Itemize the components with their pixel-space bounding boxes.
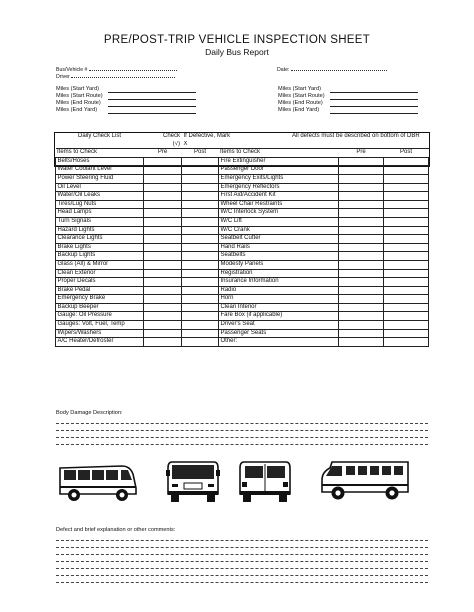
date-label: Date: (277, 67, 290, 73)
defect-comment-line[interactable] (56, 568, 428, 569)
pre-check-cell[interactable] (339, 338, 384, 347)
post-check-cell[interactable] (182, 278, 219, 287)
defect-comment-line[interactable] (56, 561, 428, 562)
miles-row[interactable] (56, 107, 196, 114)
bus-vehicle-input[interactable] (89, 65, 177, 71)
bus-rear-view-icon (236, 458, 294, 504)
check-item-left: Brake Lights (56, 243, 144, 252)
post-check-cell[interactable] (384, 157, 429, 166)
miles-input[interactable] (330, 100, 418, 107)
check-item-left: Brake Pedal (56, 286, 144, 295)
check-item-right: W/C Interlock System (219, 209, 339, 218)
checklist-row (56, 200, 429, 209)
pre-check-cell[interactable] (339, 243, 384, 252)
check-item-left: Turn Signals (56, 217, 144, 226)
pre-check-cell[interactable] (144, 174, 182, 183)
miles-row[interactable] (56, 86, 196, 93)
pre-check-cell[interactable] (339, 209, 384, 218)
post-check-cell[interactable] (384, 235, 429, 244)
post-check-cell[interactable] (384, 312, 429, 321)
pre-check-cell[interactable] (339, 174, 384, 183)
post-check-cell[interactable] (182, 192, 219, 201)
pre-check-cell[interactable] (144, 329, 182, 338)
body-damage-line[interactable] (56, 423, 428, 424)
pre-check-cell[interactable] (144, 260, 182, 269)
check-item-left: Gauges: Volt, Fuel, Temp (56, 321, 144, 330)
checklist-table (55, 133, 429, 347)
pre-check-cell[interactable] (339, 278, 384, 287)
check-item-right: W/C Lift (219, 217, 339, 226)
pre-check-cell[interactable] (339, 200, 384, 209)
body-damage-line[interactable] (56, 437, 428, 438)
post-check-cell[interactable] (384, 200, 429, 209)
pre-check-cell[interactable] (339, 192, 384, 201)
pre-check-cell[interactable] (339, 269, 384, 278)
pre-check-cell[interactable] (339, 329, 384, 338)
checklist-row (56, 174, 429, 183)
pre-check-cell[interactable] (339, 235, 384, 244)
pre-check-cell[interactable] (144, 252, 182, 261)
miles-row[interactable] (278, 93, 418, 100)
body-damage-line[interactable] (56, 444, 428, 445)
miles-label: Miles (Start Route) (278, 93, 325, 99)
checklist-row (56, 329, 429, 338)
miles-label: Miles (Start Route) (56, 93, 103, 99)
checklist-row (56, 243, 429, 252)
checklist-row (56, 217, 429, 226)
check-item-right: Fare Box (if applicable) (219, 312, 339, 321)
miles-input[interactable] (108, 86, 196, 93)
post-check-cell[interactable] (182, 183, 219, 192)
check-item-right: Passenger Door (219, 166, 339, 175)
post-check-cell[interactable] (182, 338, 219, 347)
check-item-right: First Aid/Accident Kit (219, 192, 339, 201)
page-title: PRE/POST-TRIP VEHICLE INSPECTION SHEET (103, 34, 371, 46)
post-check-cell[interactable] (182, 174, 219, 183)
post-check-cell[interactable] (384, 269, 429, 278)
pre-header-left: Pre (144, 149, 182, 158)
miles-label: Miles (End Yard) (278, 107, 320, 113)
miles-label: Miles (Start Yard) (56, 86, 99, 92)
pre-check-cell[interactable] (339, 217, 384, 226)
check-item-left: Backup Beeper (56, 303, 144, 312)
bus-front-view-icon (164, 458, 222, 504)
pre-check-cell[interactable] (339, 321, 384, 330)
post-check-cell[interactable] (182, 321, 219, 330)
pre-check-cell[interactable] (144, 183, 182, 192)
pre-check-cell[interactable] (144, 243, 182, 252)
pre-check-cell[interactable] (144, 166, 182, 175)
check-item-left: Tires/Lug Nuts (56, 200, 144, 209)
post-check-cell[interactable] (182, 226, 219, 235)
post-check-cell[interactable] (182, 295, 219, 304)
check-item-right: Insurance Information (219, 278, 339, 287)
check-item-left: Backup Lights (56, 252, 144, 261)
checklist-row (56, 269, 429, 278)
check-item-left: Belts/Hoses (56, 157, 144, 166)
miles-input[interactable] (108, 107, 196, 114)
pre-check-cell[interactable] (144, 200, 182, 209)
checklist-row (56, 183, 429, 192)
post-check-cell[interactable] (182, 217, 219, 226)
check-item-left: Glass (All) & Mirror (56, 260, 144, 269)
miles-right-group (278, 86, 418, 114)
check-item-right: Radio (219, 286, 339, 295)
defects-label: Defect and brief explanation or other comments: (56, 527, 176, 533)
post-check-cell[interactable] (182, 166, 219, 175)
defect-comment-line[interactable] (56, 554, 428, 555)
post-check-cell[interactable] (182, 286, 219, 295)
miles-input[interactable] (330, 107, 418, 114)
check-item-left: Head Lamps (56, 209, 144, 218)
pre-check-cell[interactable] (144, 209, 182, 218)
if-defective-heading: If Defective, Mark (183, 133, 231, 139)
pre-check-cell[interactable] (339, 312, 384, 321)
pre-check-cell[interactable] (144, 192, 182, 201)
checklist-row (56, 235, 429, 244)
post-check-cell[interactable] (182, 329, 219, 338)
miles-label: Miles (End Route) (278, 100, 323, 106)
driver-label: Driver (56, 74, 70, 80)
pre-check-cell[interactable] (144, 286, 182, 295)
miles-left-group (56, 86, 196, 114)
miles-label: Miles (End Route) (56, 100, 101, 106)
post-check-cell[interactable] (384, 260, 429, 269)
miles-input[interactable] (330, 93, 418, 100)
check-item-right: Clean Interior (219, 303, 339, 312)
checklist-row (56, 252, 429, 261)
items-header-right: Items to Check (219, 149, 291, 158)
miles-row[interactable] (278, 107, 418, 114)
checklist-title-row (56, 133, 429, 141)
post-header-right: Post (384, 149, 429, 158)
pre-check-cell[interactable] (144, 338, 182, 347)
post-check-cell[interactable] (182, 312, 219, 321)
check-item-right: Modesty Panels (219, 260, 339, 269)
check-item-right: Seatbelt Cutter (219, 235, 339, 244)
checklist-row (56, 338, 429, 347)
miles-label: Miles (End Yard) (56, 107, 98, 113)
defect-comment-line[interactable] (56, 547, 428, 548)
check-item-right: Other: (219, 338, 339, 347)
checklist-row (56, 286, 429, 295)
post-check-cell[interactable] (182, 235, 219, 244)
post-check-cell[interactable] (384, 295, 429, 304)
check-item-right: Fire Extinguisher (219, 157, 339, 166)
items-header-left: Items to Check (56, 149, 144, 158)
checklist-row (56, 303, 429, 312)
check-item-right: Passenger Seats (219, 329, 339, 338)
pre-check-cell[interactable] (144, 321, 182, 330)
check-item-left: Gauge: Oil Pressure (56, 312, 144, 321)
post-check-cell[interactable] (384, 338, 429, 347)
check-item-right: Emergency Reflectors (219, 183, 339, 192)
check-item-left: Water Coolant Level (56, 166, 144, 175)
post-check-cell[interactable] (384, 329, 429, 338)
pre-check-cell[interactable] (144, 217, 182, 226)
checklist-row (56, 295, 429, 304)
body-damage-label: Body Damage Description: (56, 410, 123, 416)
check-item-left: Water/Oil Leaks (56, 192, 144, 201)
pre-check-cell[interactable] (339, 157, 384, 166)
page-subtitle: Daily Bus Report (205, 47, 269, 57)
check-item-left: Power Steering Fluid (56, 174, 144, 183)
post-check-cell[interactable] (182, 303, 219, 312)
daily-check-list-heading: Daily Check List (77, 133, 121, 139)
miles-input[interactable] (330, 86, 418, 93)
miles-row[interactable] (56, 100, 196, 107)
driver-input[interactable] (71, 72, 175, 78)
pre-check-cell[interactable] (144, 295, 182, 304)
post-check-cell[interactable] (384, 278, 429, 287)
post-check-cell[interactable] (384, 174, 429, 183)
defect-comment-line[interactable] (56, 540, 428, 541)
post-check-cell[interactable] (384, 217, 429, 226)
miles-row[interactable] (278, 100, 418, 107)
post-check-cell[interactable] (182, 209, 219, 218)
date-field[interactable] (277, 65, 387, 73)
check-item-left: Emergency Brake (56, 295, 144, 304)
check-item-right: W/C Crank (219, 226, 339, 235)
post-check-cell[interactable] (384, 286, 429, 295)
post-check-cell[interactable] (182, 260, 219, 269)
miles-input[interactable] (108, 100, 196, 107)
checklist-row (56, 260, 429, 269)
checklist-row (56, 209, 429, 218)
post-check-cell[interactable] (384, 243, 429, 252)
post-check-cell[interactable] (182, 252, 219, 261)
checklist-row (56, 321, 429, 330)
post-check-cell[interactable] (182, 243, 219, 252)
post-check-cell[interactable] (384, 166, 429, 175)
pre-check-cell[interactable] (339, 183, 384, 192)
check-item-left: Clearance Lights (56, 235, 144, 244)
defect-comment-line[interactable] (56, 582, 428, 583)
post-header-left: Post (182, 149, 219, 158)
pre-check-cell[interactable] (144, 278, 182, 287)
date-input[interactable] (291, 65, 387, 71)
check-item-left: Hazard Lights (56, 226, 144, 235)
check-item-right: Driver's Seat (219, 321, 339, 330)
post-check-cell[interactable] (384, 183, 429, 192)
check-item-left: Oil Level (56, 183, 144, 192)
pre-header-right: Pre (339, 149, 384, 158)
bus-side-view-right-icon (318, 456, 414, 504)
pre-check-cell[interactable] (144, 235, 182, 244)
post-check-cell[interactable] (182, 157, 219, 166)
check-item-left: Proper Decals (56, 278, 144, 287)
pre-check-cell[interactable] (339, 303, 384, 312)
check-item-right: Wheel Chair Restraints (219, 200, 339, 209)
defect-comment-line[interactable] (56, 575, 428, 576)
defects-note: All defects must be described on bottom of DBR (292, 133, 420, 139)
check-item-left: Wipers/Washers (56, 329, 144, 338)
check-item-right: Seatbelts (219, 252, 339, 261)
pre-check-cell[interactable] (339, 295, 384, 304)
post-check-cell[interactable] (384, 192, 429, 201)
bus-side-view-icon (56, 460, 140, 504)
checklist-row (56, 192, 429, 201)
miles-row[interactable] (278, 86, 418, 93)
post-check-cell[interactable] (384, 252, 429, 261)
body-damage-line[interactable] (56, 430, 428, 431)
pre-check-cell[interactable] (144, 312, 182, 321)
check-item-right: Horn (219, 295, 339, 304)
pre-check-cell[interactable] (144, 157, 182, 166)
post-check-cell[interactable] (384, 209, 429, 218)
pre-check-cell[interactable] (339, 286, 384, 295)
check-item-right: Hand Rails (219, 243, 339, 252)
checklist-row (56, 166, 429, 175)
checklist-column-header-row (56, 149, 429, 158)
x-mark-symbol: X (183, 140, 188, 147)
check-heading: Check (162, 133, 180, 139)
check-item-right: Emergency Exits/Lights (219, 174, 339, 183)
post-check-cell[interactable] (384, 226, 429, 235)
checklist-marks-row (56, 141, 429, 149)
post-check-cell[interactable] (384, 321, 429, 330)
post-check-cell[interactable] (182, 269, 219, 278)
check-item-right: Registration (219, 269, 339, 278)
checklist-row (56, 157, 429, 166)
pre-check-cell[interactable] (144, 226, 182, 235)
miles-row[interactable] (56, 93, 196, 100)
pre-check-cell[interactable] (339, 260, 384, 269)
miles-input[interactable] (108, 93, 196, 100)
post-check-cell[interactable] (384, 303, 429, 312)
driver-field[interactable] (56, 72, 175, 80)
check-item-left: Clean Exterior (56, 269, 144, 278)
check-item-left: A/C Heater/Defroster (56, 338, 144, 347)
pre-check-cell[interactable] (339, 226, 384, 235)
pre-check-cell[interactable] (339, 166, 384, 175)
checklist-row (56, 278, 429, 287)
pre-check-cell[interactable] (339, 252, 384, 261)
check-mark-symbol: (√) (172, 140, 180, 147)
post-check-cell[interactable] (182, 200, 219, 209)
pre-check-cell[interactable] (144, 303, 182, 312)
checklist-row (56, 312, 429, 321)
pre-check-cell[interactable] (144, 269, 182, 278)
bus-vehicle-label: Bus/Vehicle # (56, 67, 88, 73)
miles-label: Miles (Start Yard) (278, 86, 321, 92)
checklist-row (56, 226, 429, 235)
